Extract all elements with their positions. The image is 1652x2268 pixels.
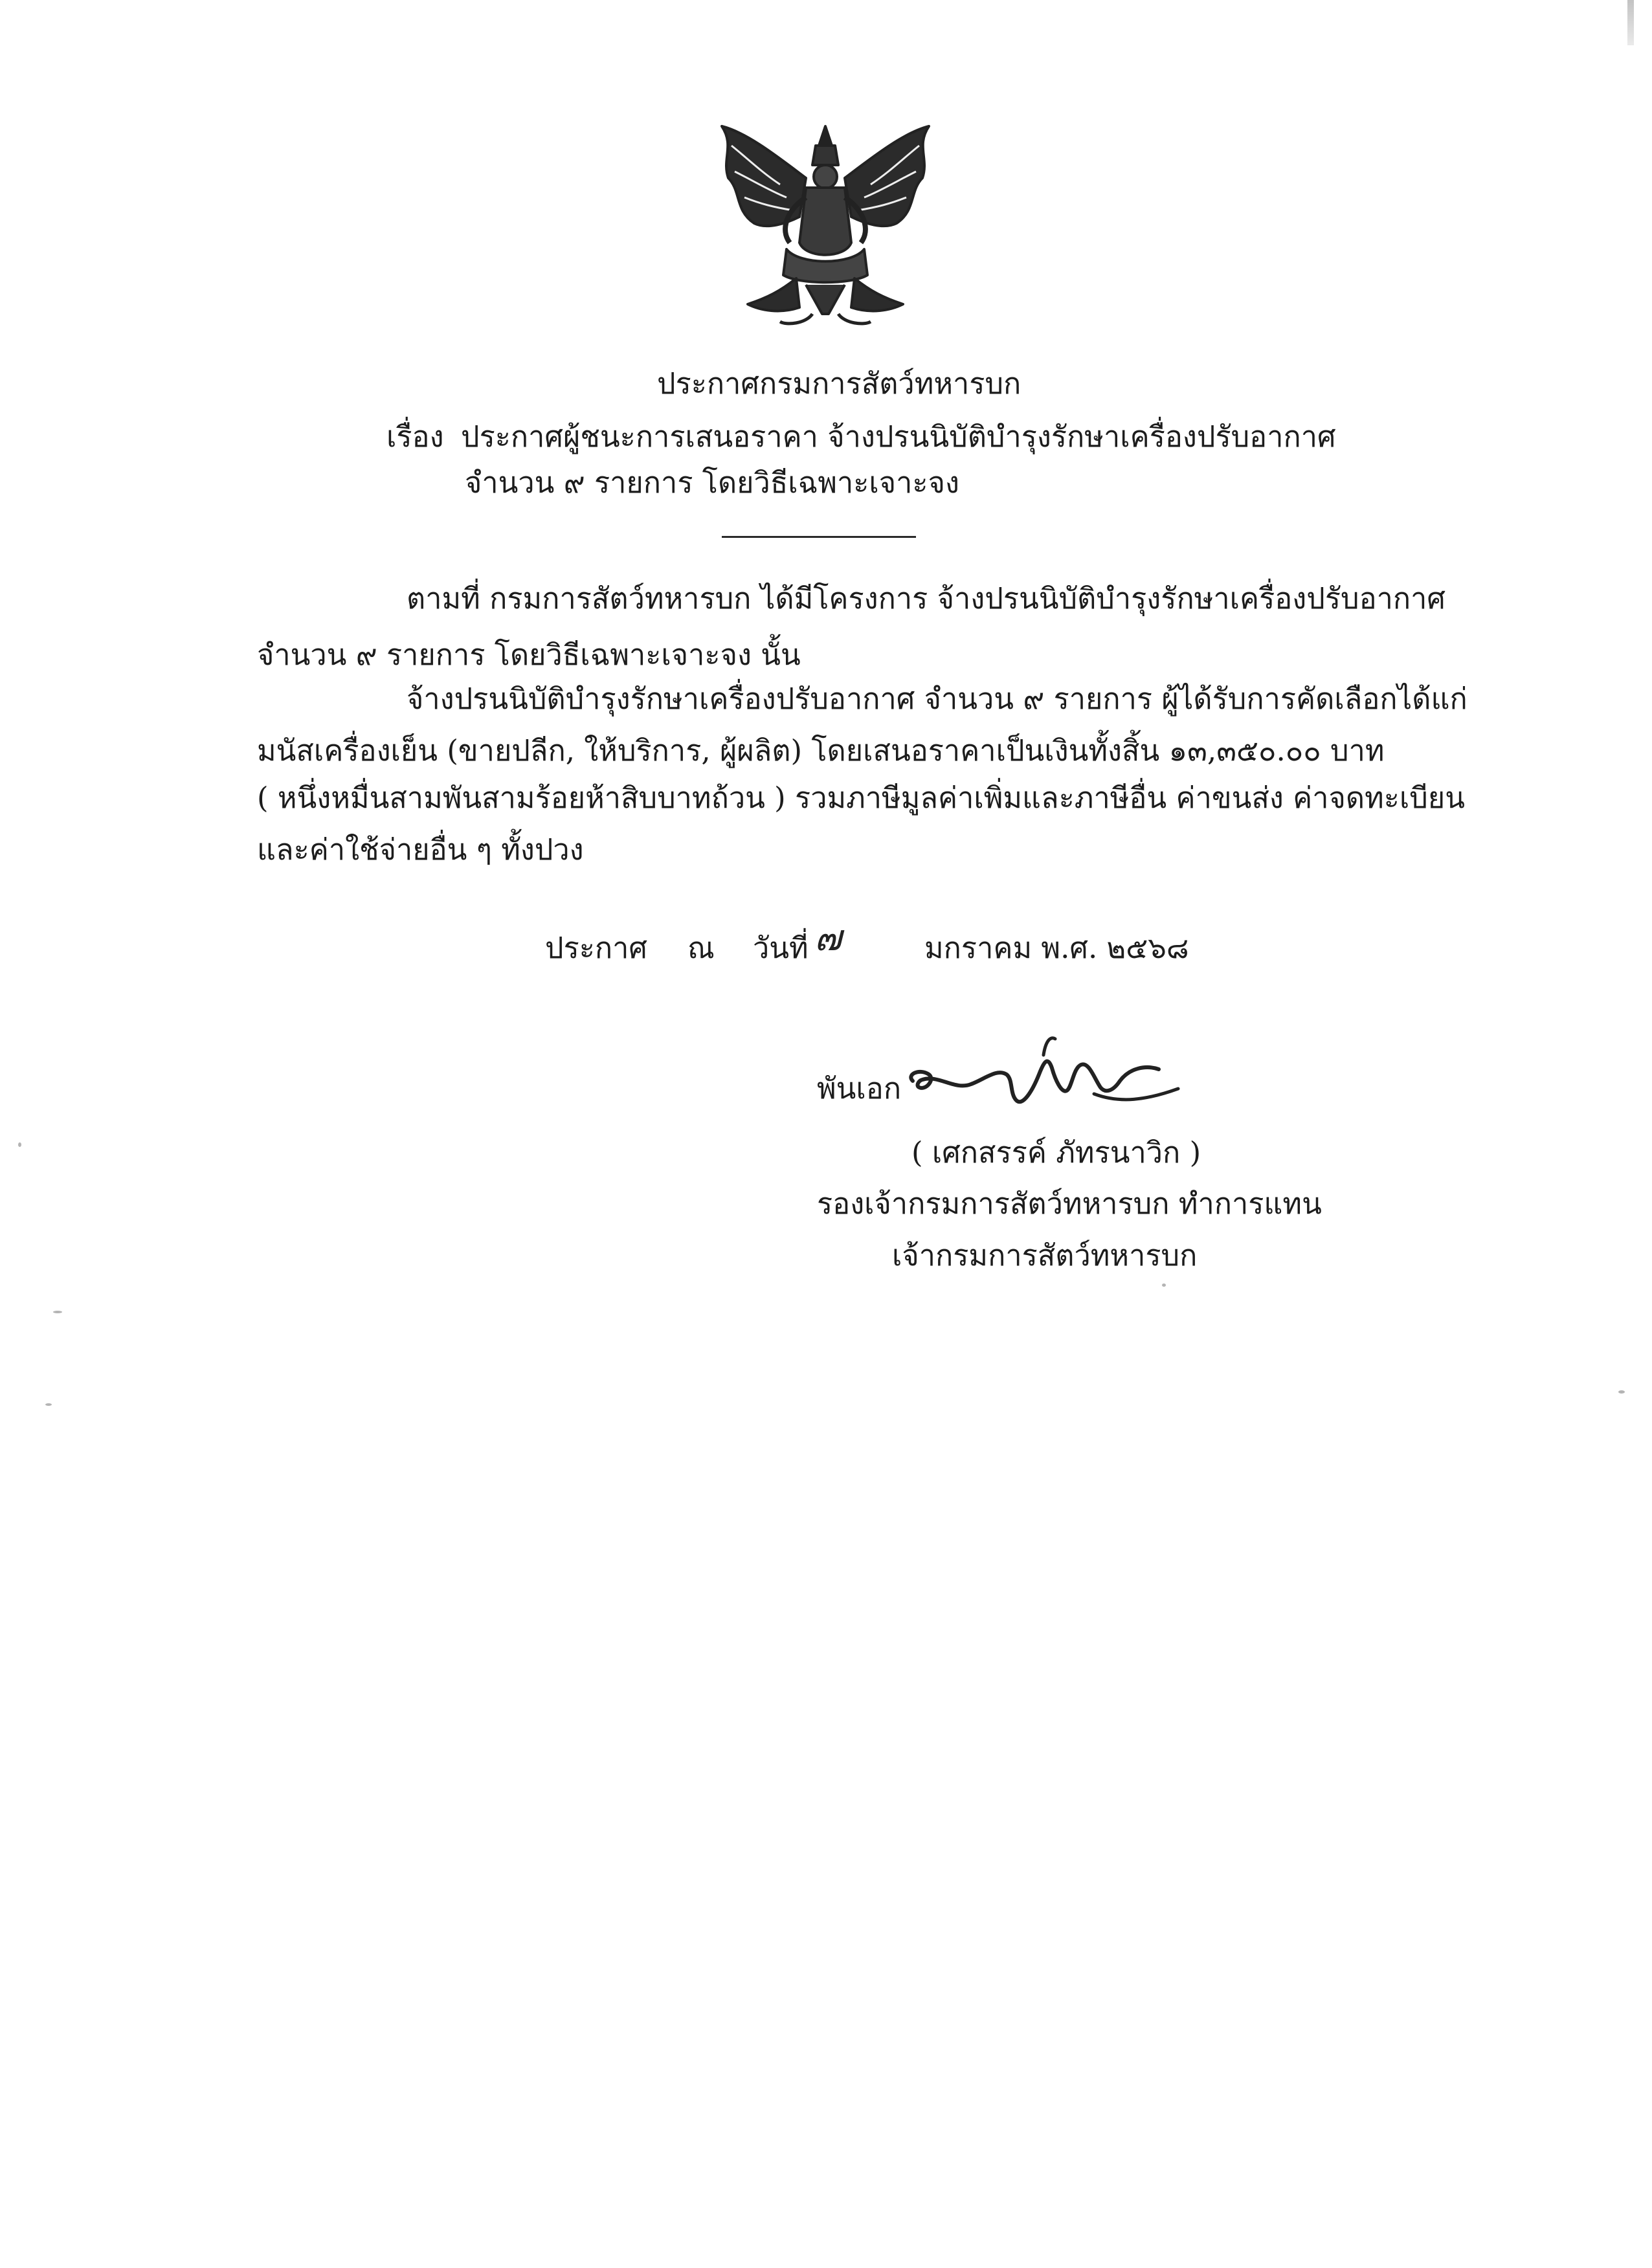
scan-speck	[18, 1142, 21, 1147]
signatory-position-2: เจ้ากรมการสัตว์ทหารบก	[892, 1238, 1198, 1273]
scan-speck	[53, 1311, 62, 1313]
handwritten-signature	[900, 1029, 1223, 1133]
paragraph-2-line-3: ( หนึ่งหมื่นสามพันสามร้อยห้าสิบบาทถ้วน ) รวมภาษีมูลค่าเพิ่มและภาษีอื่น ค่าขนส่ง ค่าจดทะเบียน	[257, 781, 1465, 815]
garuda-emblem-icon	[709, 120, 942, 333]
paragraph-1-line-2: จำนวน ๙ รายการ โดยวิธีเฉพาะเจาะจง นั้น	[257, 638, 801, 672]
date-day-label: วันที่	[753, 931, 809, 965]
signatory-rank: พันเอก	[817, 1071, 902, 1106]
scan-speck	[1618, 1390, 1625, 1394]
date-day-handwritten: ๗	[814, 917, 842, 959]
paragraph-2-line-4: และค่าใช้จ่ายอื่น ๆ ทั้งปวง	[257, 832, 584, 867]
subject-line-2: จำนวน ๙ รายการ โดยวิธีเฉพาะเจาะจง	[465, 465, 959, 500]
date-announce-label: ประกาศ	[545, 931, 647, 965]
date-month-year: มกราคม พ.ศ. ๒๕๖๘	[924, 931, 1189, 965]
date-at-label: ณ	[687, 931, 715, 965]
paragraph-2-line-1: จ้างปรนนิบัติบำรุงรักษาเครื่องปรับอากาศ จำนวน ๙ รายการ ผู้ได้รับการคัดเลือกได้แก่	[407, 682, 1468, 716]
paragraph-1-line-1: ตามที่ กรมการสัตว์ทหารบก ได้มีโครงการ จ้างปรนนิบัติบำรุงรักษาเครื่องปรับอากาศ	[407, 581, 1446, 616]
subject-label: เรื่อง	[386, 419, 444, 454]
paragraph-2-line-2: มนัสเครื่องเย็น (ขายปลีก, ให้บริการ, ผู้ผลิต) โดยเสนอราคาเป็นเงินทั้งสิ้น ๑๓,๓๕๐.๐๐ บาท	[257, 733, 1385, 768]
subject-line-1: ประกาศผู้ชนะการเสนอราคา จ้างปรนนิบัติบำรุงรักษาเครื่องปรับอากาศ	[461, 419, 1336, 454]
signatory-name: ( เศกสรรค์ ภัทรนาวิก )	[911, 1135, 1201, 1170]
scan-speck	[1162, 1284, 1166, 1287]
scan-speck	[45, 1403, 52, 1406]
signatory-position: รองเจ้ากรมการสัตว์ทหารบก ทำการแทน	[817, 1186, 1322, 1221]
divider-rule	[722, 536, 916, 538]
document-title: ประกาศกรมการสัตว์ทหารบก	[657, 366, 1021, 401]
scan-edge-mark	[1627, 0, 1634, 45]
